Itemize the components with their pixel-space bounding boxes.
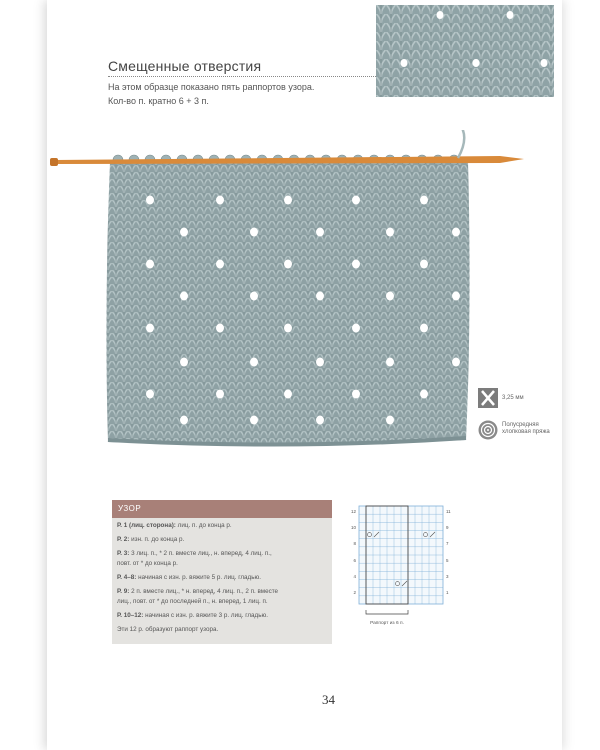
yarn-info [478, 420, 558, 445]
chart-row-label-left: 4 [353, 574, 356, 579]
chart-row-label-right: 1 [446, 590, 449, 595]
pattern-header-label: УЗОР [118, 504, 142, 513]
needle-size-label: 3,25 мм [502, 395, 524, 401]
yarn-ball-icon [478, 420, 498, 440]
pattern-row: Эти 12 р. образуют раппорт узора. [117, 626, 219, 633]
knitting-chart [345, 500, 460, 635]
chart-row-label-right: 9 [446, 525, 449, 530]
pattern-row: Р. 3: 3 лиц. п., * 2 п. вместе лиц., н. вперед, 4 лиц. п., [117, 550, 272, 557]
pattern-row: Р. 9: 2 п. вместе лиц., * н. вперед, 4 лиц. п., 2 п. вместе [117, 588, 279, 595]
chart-row-label-left: 10 [350, 525, 356, 530]
pattern-row: повт. от * до конца р. [117, 560, 178, 567]
knitted-swatch-image [48, 130, 548, 455]
description-line-2: Кол-во п. кратно 6 + 3 п. [108, 96, 209, 106]
swatch-thumbnail [376, 5, 554, 97]
pattern-row: Р. 10–12: начиная с изн. р. вяжите 3 р. лиц. гладью. [117, 612, 268, 619]
yarn-type-line-1: Полусредняя [502, 422, 539, 428]
page-title: Смещенные отверстия [108, 58, 262, 74]
chart-row-label-left: 12 [350, 509, 356, 514]
chart-row-label-right: 7 [446, 541, 449, 546]
chart-row-label-left: 2 [353, 590, 356, 595]
title-divider [108, 76, 376, 77]
chart-row-label-left: 6 [353, 558, 356, 563]
pattern-header [112, 500, 332, 518]
chart-repeat-bracket [366, 610, 408, 614]
chart-row-label-right: 3 [446, 574, 449, 579]
pattern-row: Р. 1 (лиц. сторона): лиц. п. до конца р. [117, 522, 232, 529]
pattern-instructions [112, 500, 332, 644]
chart-row-label-right: 5 [446, 558, 449, 563]
pattern-row: Р. 4–8: начиная с изн. р. вяжите 5 р. лиц. гладью. [117, 574, 261, 581]
needle-size-info [478, 388, 558, 413]
pattern-row: лиц., повт. от * до последней п., н. вперед, 1 лиц. п. [117, 598, 268, 605]
chart-row-label-left: 8 [353, 541, 356, 546]
yarn-type-line-2: хлопковая пряжа [502, 429, 550, 435]
pattern-row: Р. 2: изн. п. до конца р. [117, 536, 185, 543]
needles-icon [478, 388, 498, 408]
chart-row-label-right: 11 [446, 509, 451, 514]
description-line-1: На этом образце показано пять раппортов узора. [108, 82, 315, 92]
page-number: 34 [322, 692, 335, 707]
chart-repeat-label: Раппорт из 6 п. [370, 621, 404, 626]
